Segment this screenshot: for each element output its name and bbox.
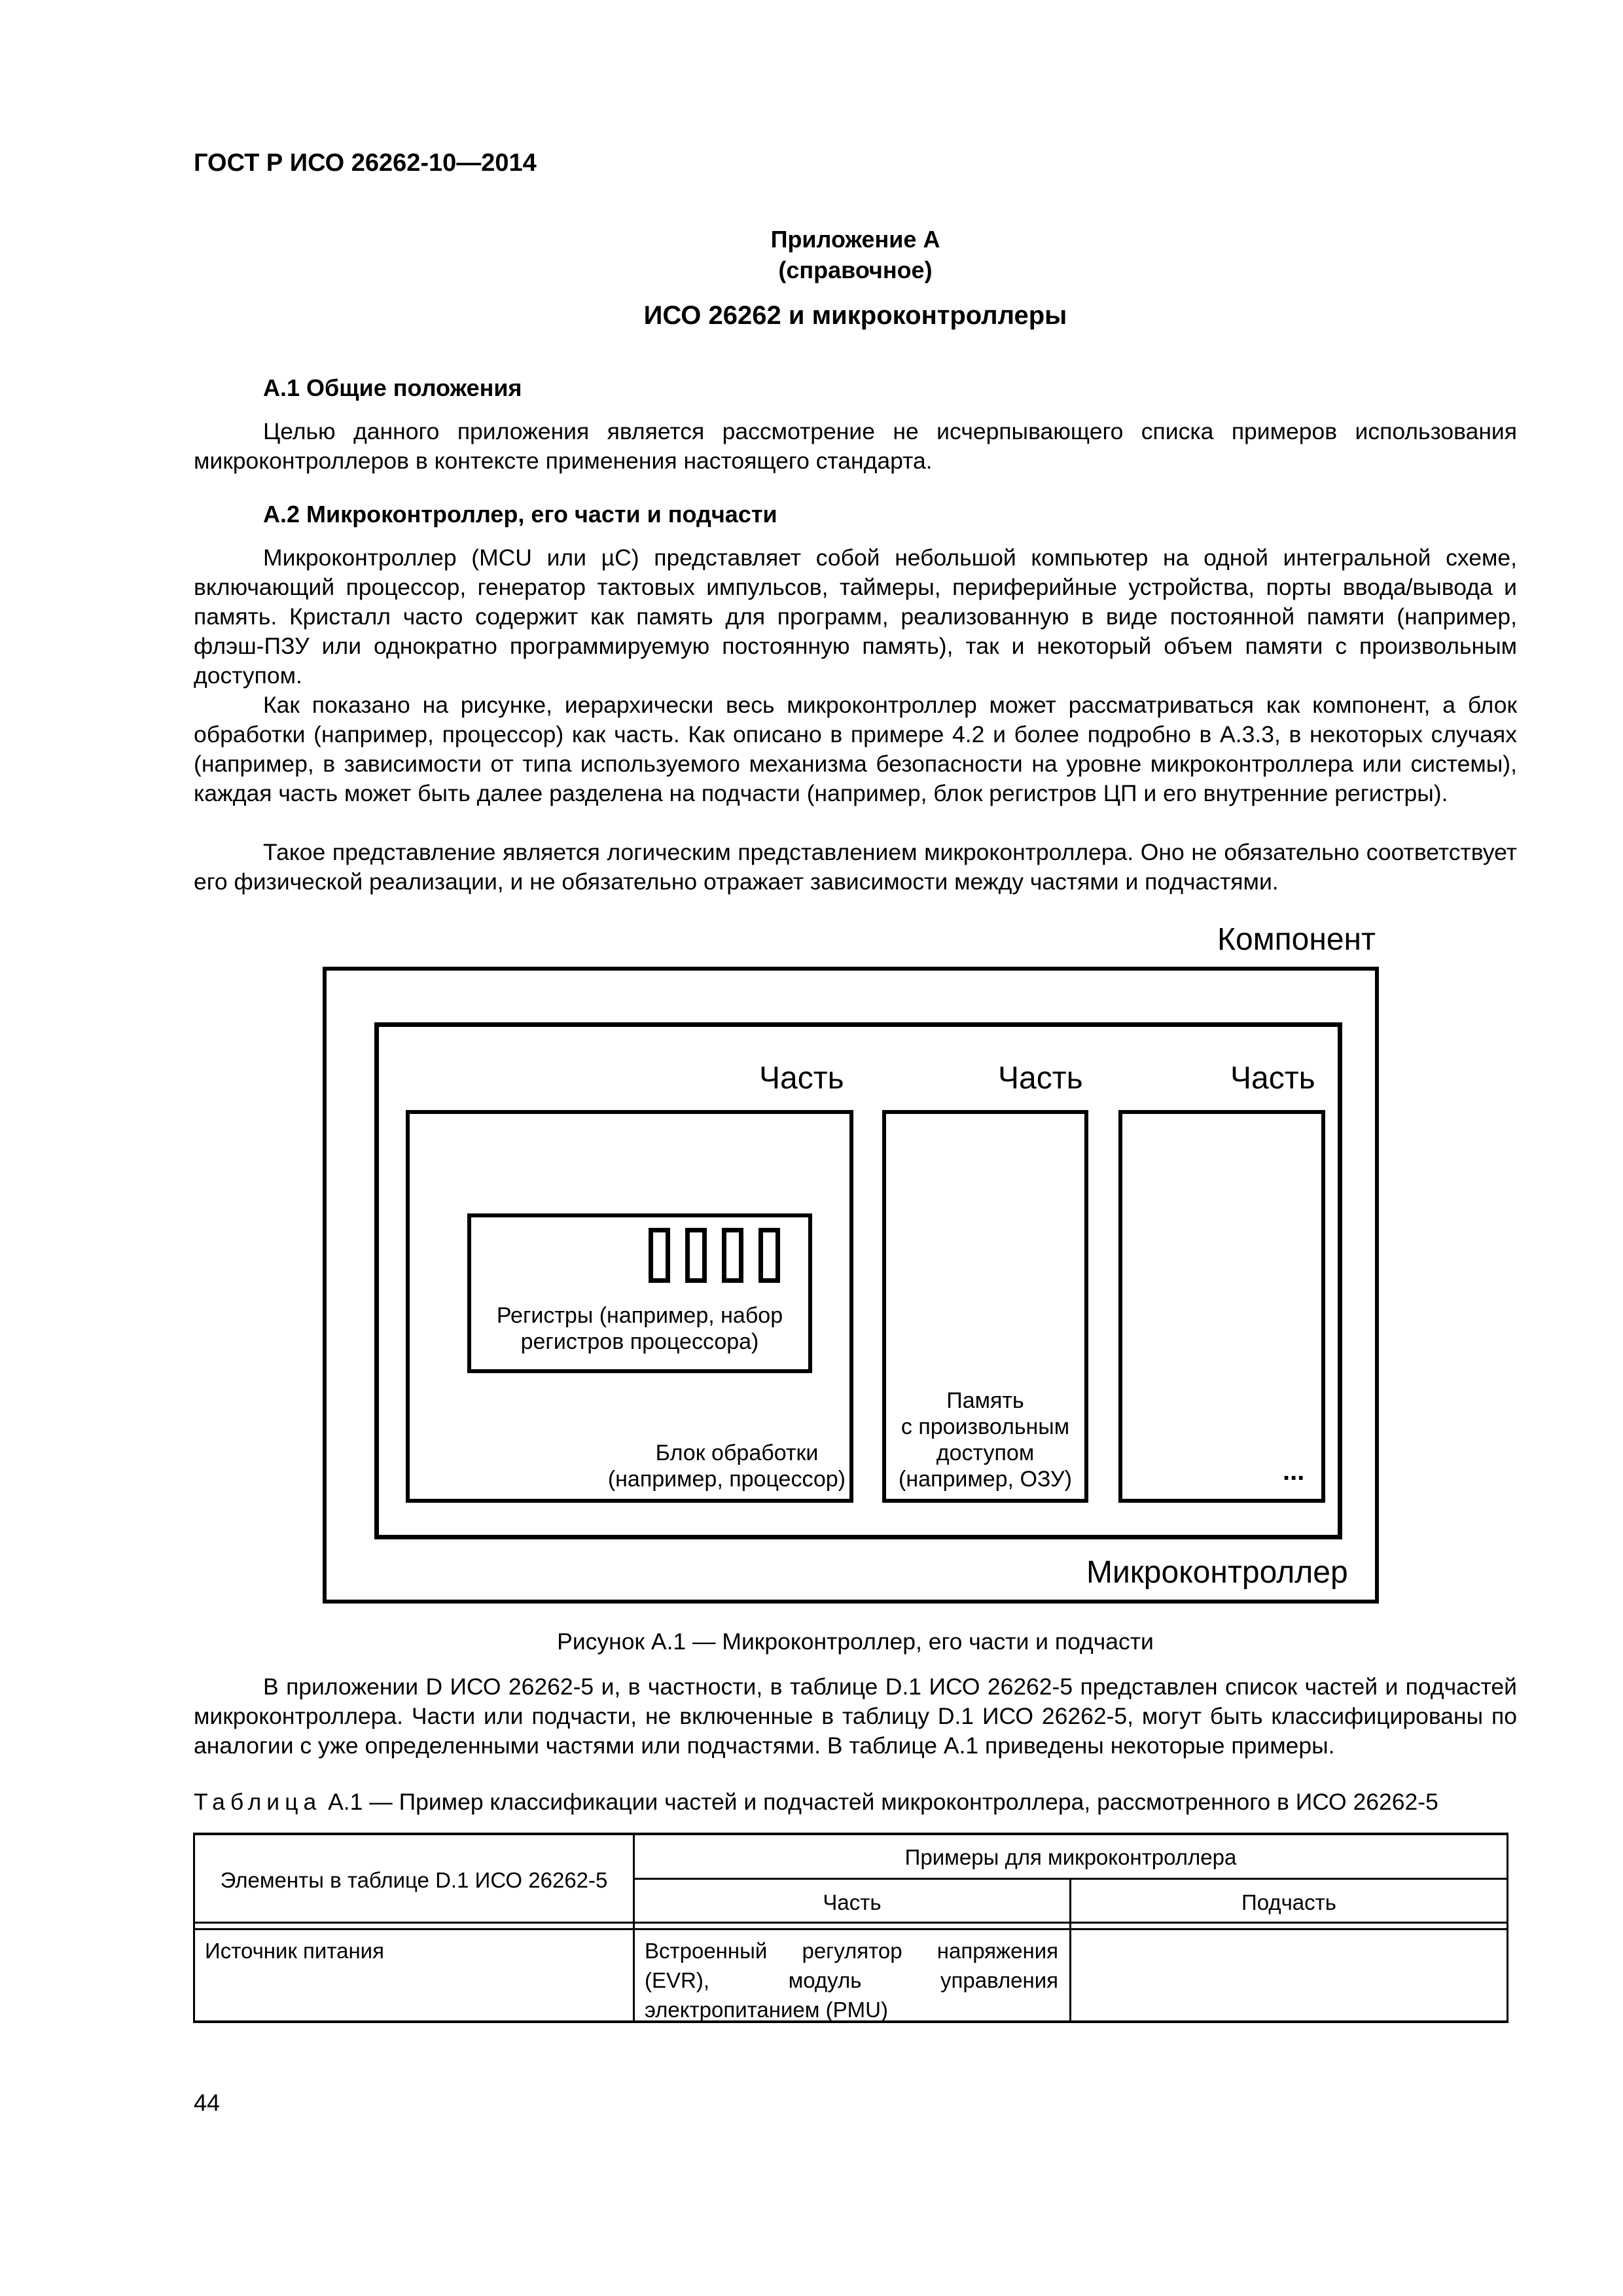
section-heading-a1: A.1 Общие положения xyxy=(263,374,522,401)
register-cell-icon xyxy=(685,1228,707,1283)
table-cell-element: Источник питания xyxy=(205,1939,384,1963)
ellipsis-label: ... xyxy=(1283,1457,1305,1486)
part-label-1: Часть xyxy=(759,1061,844,1096)
table-header-elements: Элементы в таблице D.1 ИСО 26262-5 xyxy=(220,1868,608,1892)
section-heading-a2: A.2 Микроконтроллер, его части и подчасти xyxy=(263,501,777,528)
figure-caption: Рисунок A.1 — Микроконтроллер, его части и подчасти xyxy=(557,1628,1154,1655)
table-header-group: Примеры для микроконтроллера xyxy=(904,1845,1237,1869)
document-header: ГОСТ Р ИСО 26262-10—2014 xyxy=(194,149,537,177)
annex-label: Приложение A xyxy=(770,226,940,253)
processing-label-line: Блок обработки xyxy=(655,1441,819,1465)
component-label: Компонент xyxy=(1217,922,1376,957)
registers-label-line: Регистры (например, набор xyxy=(496,1303,783,1328)
paragraph: Микроконтроллер (MCU или µC) представляет собой небольшой компьютер на одной интегральной схеме, включающий процессор, генератор тактовых импульсов, таймеры, периферийные устройства, порты ввода/вывода и память. Кристалл часто содержит как память для программ, реализованную в виде постоянной памяти (например, флэш-ПЗУ или однократно программируемую постоянную память), так и некоторый объем памяти с произвольным доступом. xyxy=(194,545,1517,689)
part-label-2: Часть xyxy=(998,1061,1083,1096)
annex-heading xyxy=(194,224,1517,285)
paragraph: В приложении D ИСО 26262-5 и, в частности, в таблице D.1 ИСО 26262-5 представлен список частей и подчастей микроконтроллера. Части или подчасти, не включенные в таблицу D.1 ИСО 26262-5, могут быть классифицированы по аналогии с уже определенными частями или подчастями. В таблице A.1 приведены некоторые примеры. xyxy=(194,1674,1517,1759)
processing-label-line: (например, процессор) xyxy=(607,1467,846,1492)
other-part-box xyxy=(1118,1110,1325,1503)
table-header-part: Часть xyxy=(823,1890,882,1914)
paragraph: Такое представление является логическим представлением микроконтроллера. Оно не обязательно соответствует его физической реализации, и не обязательно отражает зависимости между частями и подчастями. xyxy=(194,839,1517,895)
table-caption-prefix: Таблица xyxy=(194,1789,322,1815)
register-cell-icon xyxy=(722,1228,743,1283)
register-cell-icon xyxy=(649,1228,670,1283)
ram-label-line: с произвольным xyxy=(901,1414,1070,1439)
registers-label xyxy=(467,1302,812,1355)
table-border xyxy=(1507,1833,1508,2023)
ram-label-line: (например, ОЗУ) xyxy=(899,1467,1072,1492)
ram-label-line: доступом xyxy=(936,1441,1035,1465)
paragraph: Целью данного приложения является рассмотрение не исчерпывающего списка примеров использования микроконтроллеров в контексте применения настоящего стандарта. xyxy=(194,418,1517,474)
table-cell-part: Встроенный регулятор напряжения (EVR), модуль управления электропитанием (PMU) xyxy=(645,1939,1058,2022)
table-caption xyxy=(194,1789,1517,1816)
table-header-subpart: Подчасть xyxy=(1241,1890,1336,1914)
annex-title: ИСО 26262 и микроконтроллеры xyxy=(643,301,1067,330)
table-border xyxy=(193,1922,1508,1924)
part-label-3: Часть xyxy=(1230,1061,1315,1096)
page-number: 44 xyxy=(194,2089,221,2116)
table-border xyxy=(193,1928,1508,1930)
microcontroller-label: Микроконтроллер xyxy=(1086,1555,1348,1590)
table-border xyxy=(193,1833,1508,1835)
table-border xyxy=(193,1833,195,2023)
registers-label-line: регистров процессора) xyxy=(520,1329,759,1354)
annex-type: (справочное) xyxy=(778,257,933,283)
ram-label-line: Память xyxy=(946,1388,1024,1413)
ram-label xyxy=(886,1388,1084,1492)
register-cell-icon xyxy=(758,1228,780,1283)
table-caption-text: A.1 — Пример классификации частей и подчастей микроконтроллера, рассмотренного в ИСО 26262-5 xyxy=(321,1789,1438,1815)
processing-unit-label xyxy=(576,1440,846,1492)
paragraph: Как показано на рисунке, иерархически весь микроконтроллер может рассматриваться как компонент, а блок обработки (например, процессор) как часть. Как описано в примере 4.2 и более подробно в A.3.3, в некоторых случаях (например, в зависимости от типа используемого механизма безопасности на уровне микроконтроллера или системы), каждая часть может быть далее разделена на подчасти (например, блок регистров ЦП и его внутренние регистры). xyxy=(194,692,1517,806)
